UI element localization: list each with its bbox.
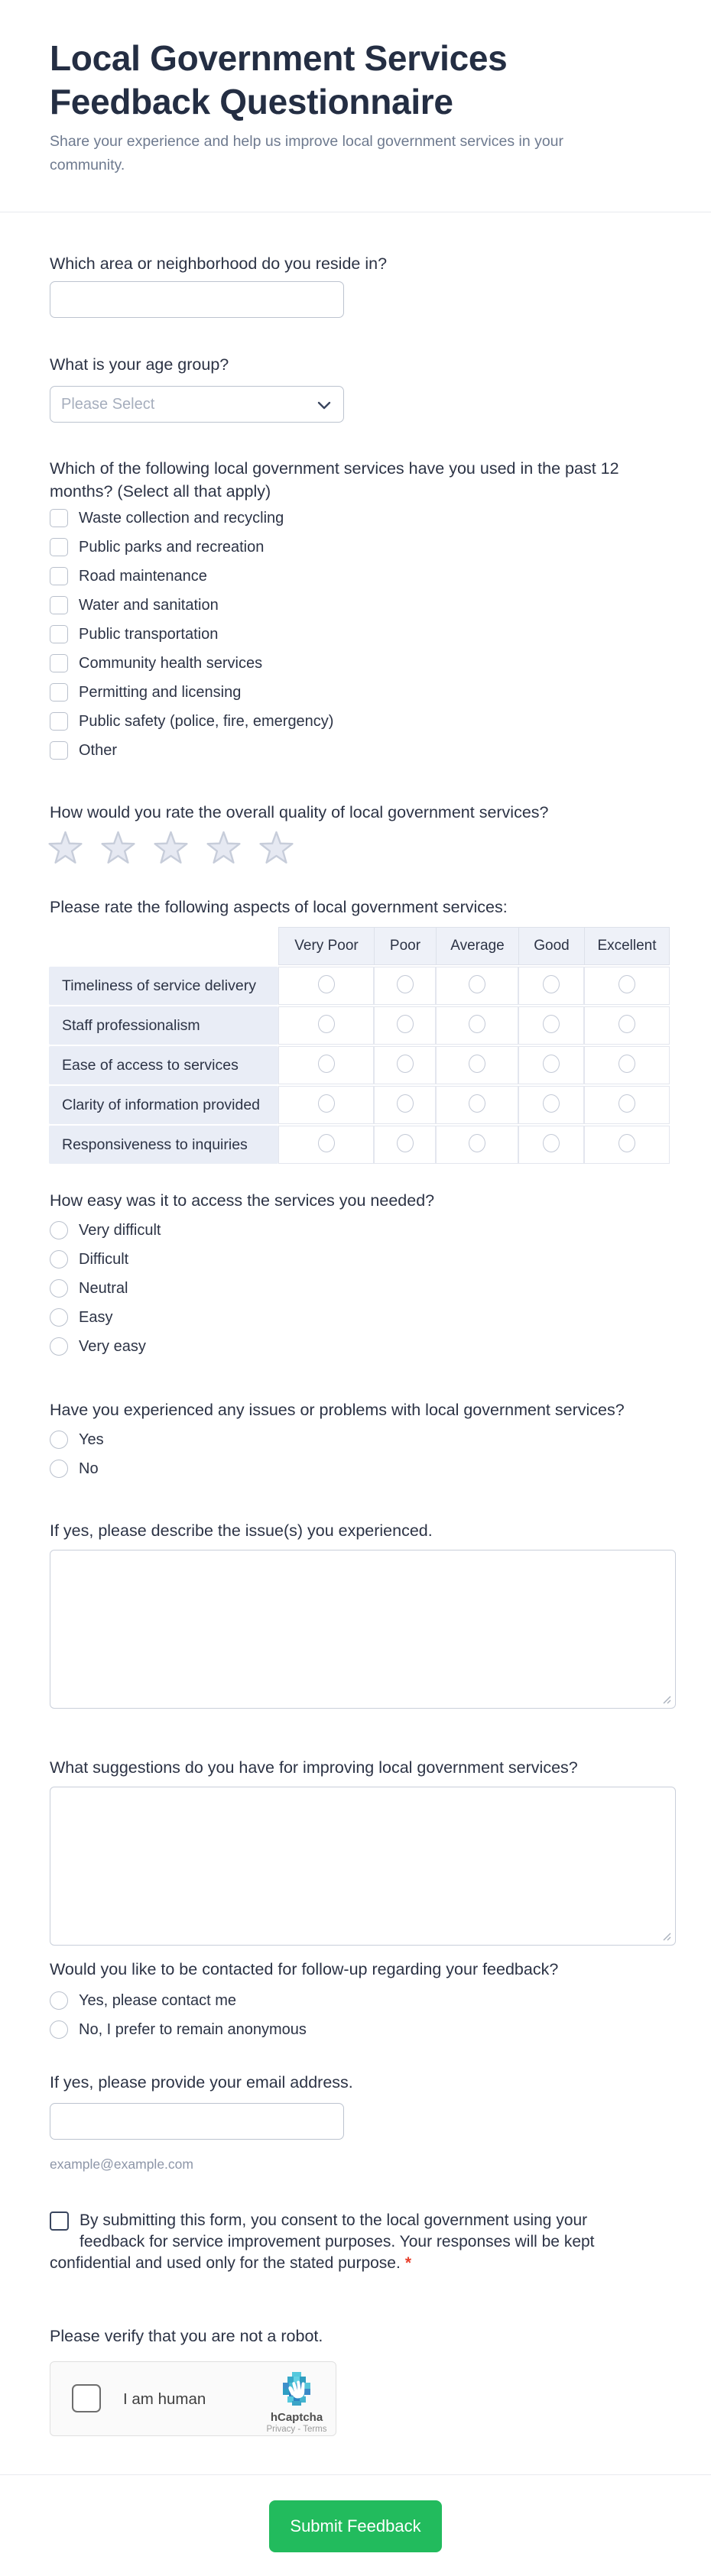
hcaptcha-brand-block [262, 2372, 331, 2434]
ease-radio-group [50, 1221, 508, 1366]
radio-icon [50, 1308, 68, 1327]
matrix-radio[interactable] [397, 975, 414, 993]
checkbox-icon [50, 567, 68, 585]
star-icon[interactable] [153, 830, 189, 865]
matrix-radio[interactable] [543, 1094, 560, 1113]
checkbox-icon [50, 596, 68, 614]
matrix-radio[interactable] [318, 1094, 335, 1113]
matrix-header-row [49, 927, 670, 965]
consent-label: By submitting this form, you consent to the local government using your feedback for service improvement purposes. Your responses will be kept confidential and used only for the stated purpose. * [50, 2211, 595, 2272]
matrix-column-header: Good [518, 927, 584, 965]
chevron-down-icon [317, 401, 331, 410]
star-icon[interactable] [206, 830, 242, 865]
question-suggestions-label: What suggestions do you have for improving local government services? [50, 1758, 578, 1777]
checkbox-option[interactable]: Road maintenance [50, 567, 661, 585]
question-ease-label: How easy was it to access the services you needed? [50, 1191, 435, 1210]
hcaptcha-logo-icon [280, 2372, 313, 2406]
radio-icon [50, 1460, 68, 1478]
matrix-row-label: Responsiveness to inquiries [49, 1126, 278, 1164]
matrix-column-header: Excellent [584, 927, 670, 965]
matrix-column-header: Very Poor [278, 927, 374, 965]
checkbox-option[interactable]: Permitting and licensing [50, 683, 661, 702]
radio-icon [50, 1279, 68, 1298]
question-email-label: If yes, please provide your email address. [50, 2073, 353, 2092]
consent-checkbox[interactable] [50, 2211, 69, 2231]
radio-icon [50, 1431, 68, 1449]
checkbox-icon [50, 712, 68, 731]
matrix-row-label: Timeliness of service delivery [49, 967, 278, 1005]
matrix-radio[interactable] [397, 1094, 414, 1113]
radio-icon [50, 1337, 68, 1356]
matrix-radio[interactable] [618, 1094, 635, 1113]
question-area-label: Which area or neighborhood do you reside in? [50, 254, 388, 273]
checkbox-icon [50, 625, 68, 643]
matrix-column-header: Poor [374, 927, 436, 965]
matrix-row [49, 1126, 670, 1164]
resize-handle-icon[interactable] [661, 1694, 671, 1704]
checkbox-option[interactable]: Public transportation [50, 625, 661, 643]
checkbox-icon [50, 683, 68, 702]
matrix-radio[interactable] [397, 1055, 414, 1073]
radio-option[interactable]: No, I prefer to remain anonymous [50, 2020, 508, 2039]
radio-option[interactable]: Yes, please contact me [50, 1991, 508, 2010]
hcaptcha-label: I am human [123, 2390, 206, 2408]
radio-option[interactable]: Very difficult [50, 1221, 508, 1239]
checkbox-option[interactable]: Community health services [50, 654, 661, 672]
suggestions-textarea[interactable] [50, 1787, 676, 1946]
matrix-row [49, 1046, 670, 1084]
hcaptcha-widget [50, 2361, 336, 2436]
matrix-radio[interactable] [543, 1055, 560, 1073]
matrix-radio[interactable] [469, 975, 485, 993]
required-asterisk: * [404, 2254, 411, 2272]
star-rating [47, 830, 294, 865]
radio-icon [50, 2020, 68, 2039]
checkbox-option[interactable]: Other [50, 741, 661, 760]
matrix-row [49, 1086, 670, 1124]
issue-description-textarea[interactable] [50, 1550, 676, 1709]
checkbox-option[interactable]: Public safety (police, fire, emergency) [50, 712, 661, 731]
matrix-radio[interactable] [318, 1055, 335, 1073]
matrix-radio[interactable] [397, 1015, 414, 1033]
matrix-radio[interactable] [618, 1134, 635, 1152]
checkbox-option[interactable]: Waste collection and recycling [50, 509, 661, 527]
radio-option[interactable]: Easy [50, 1308, 508, 1327]
question-services-label: Which of the following local government services have you used in the past 12 months? (Select all that apply) [50, 459, 619, 501]
radio-icon [50, 1221, 68, 1239]
matrix-radio[interactable] [543, 1015, 560, 1033]
radio-icon [50, 1991, 68, 2010]
submit-button[interactable]: Submit Feedback [269, 2500, 442, 2552]
star-icon[interactable] [100, 830, 136, 865]
matrix-row [49, 967, 670, 1005]
checkbox-icon [50, 538, 68, 556]
age-select[interactable] [50, 386, 344, 423]
matrix-radio[interactable] [318, 1015, 335, 1033]
hcaptcha-privacy-terms-links[interactable]: Privacy - Terms [266, 2425, 327, 2434]
matrix-radio[interactable] [318, 1134, 335, 1152]
footer-divider [0, 2474, 711, 2475]
consent-field [50, 2210, 600, 2274]
matrix-radio[interactable] [618, 975, 635, 993]
matrix-row-label: Clarity of information provided [49, 1086, 278, 1124]
question-issue-desc-label: If yes, please describe the issue(s) you experienced. [50, 1521, 433, 1540]
matrix-radio[interactable] [469, 1015, 485, 1033]
radio-option[interactable]: Difficult [50, 1250, 508, 1269]
question-aspects-label: Please rate the following aspects of local government services: [50, 898, 508, 916]
issues-radio-group [50, 1431, 356, 1489]
matrix-radio[interactable] [397, 1134, 414, 1152]
matrix-radio[interactable] [469, 1134, 485, 1152]
matrix-radio[interactable] [543, 1134, 560, 1152]
radio-option[interactable]: Yes [50, 1431, 356, 1449]
radio-option[interactable]: Very easy [50, 1337, 508, 1356]
question-overall-label: How would you rate the overall quality of local government services? [50, 803, 549, 821]
checkbox-option[interactable]: Public parks and recreation [50, 538, 661, 556]
matrix-radio[interactable] [318, 975, 335, 993]
captcha-question-label: Please verify that you are not a robot. [50, 2327, 323, 2345]
page-subtitle: Share your experience and help us improve local government services in your community. [50, 133, 564, 173]
radio-option[interactable]: Neutral [50, 1279, 508, 1298]
question-issues-label: Have you experienced any issues or problems with local government services? [50, 1401, 625, 1419]
matrix-radio[interactable] [469, 1055, 485, 1073]
checkbox-icon [50, 741, 68, 760]
followup-radio-group [50, 1991, 508, 2049]
area-input[interactable] [50, 281, 344, 318]
matrix-column-header: Average [436, 927, 518, 965]
matrix-row-label: Ease of access to services [49, 1046, 278, 1084]
email-input[interactable] [50, 2103, 344, 2140]
question-followup-label: Would you like to be contacted for follow-up regarding your feedback? [50, 1960, 559, 1978]
matrix-corner-cell [49, 927, 278, 965]
hcaptcha-brand-text: hCaptcha [270, 2411, 323, 2424]
hcaptcha-checkbox[interactable] [72, 2384, 101, 2412]
star-icon[interactable] [47, 830, 83, 865]
rating-matrix [49, 925, 670, 1165]
matrix-radio[interactable] [618, 1055, 635, 1073]
email-hint: example@example.com [50, 2156, 193, 2172]
matrix-row-label: Staff professionalism [49, 1006, 278, 1045]
question-age-label: What is your age group? [50, 355, 229, 374]
resize-handle-icon[interactable] [661, 1931, 671, 1941]
matrix-radio[interactable] [469, 1094, 485, 1113]
age-select-placeholder: Please Select [61, 396, 155, 413]
radio-icon [50, 1250, 68, 1269]
matrix-row [49, 1006, 670, 1045]
checkbox-icon [50, 509, 68, 527]
services-checkbox-group [50, 509, 661, 770]
matrix-radio[interactable] [543, 975, 560, 993]
matrix-radio[interactable] [618, 1015, 635, 1033]
page-title: Local Government Services Feedback Questionnaire [50, 38, 508, 122]
radio-option[interactable]: No [50, 1460, 356, 1478]
star-icon[interactable] [258, 830, 294, 865]
checkbox-icon [50, 654, 68, 672]
checkbox-option[interactable]: Water and sanitation [50, 596, 661, 614]
